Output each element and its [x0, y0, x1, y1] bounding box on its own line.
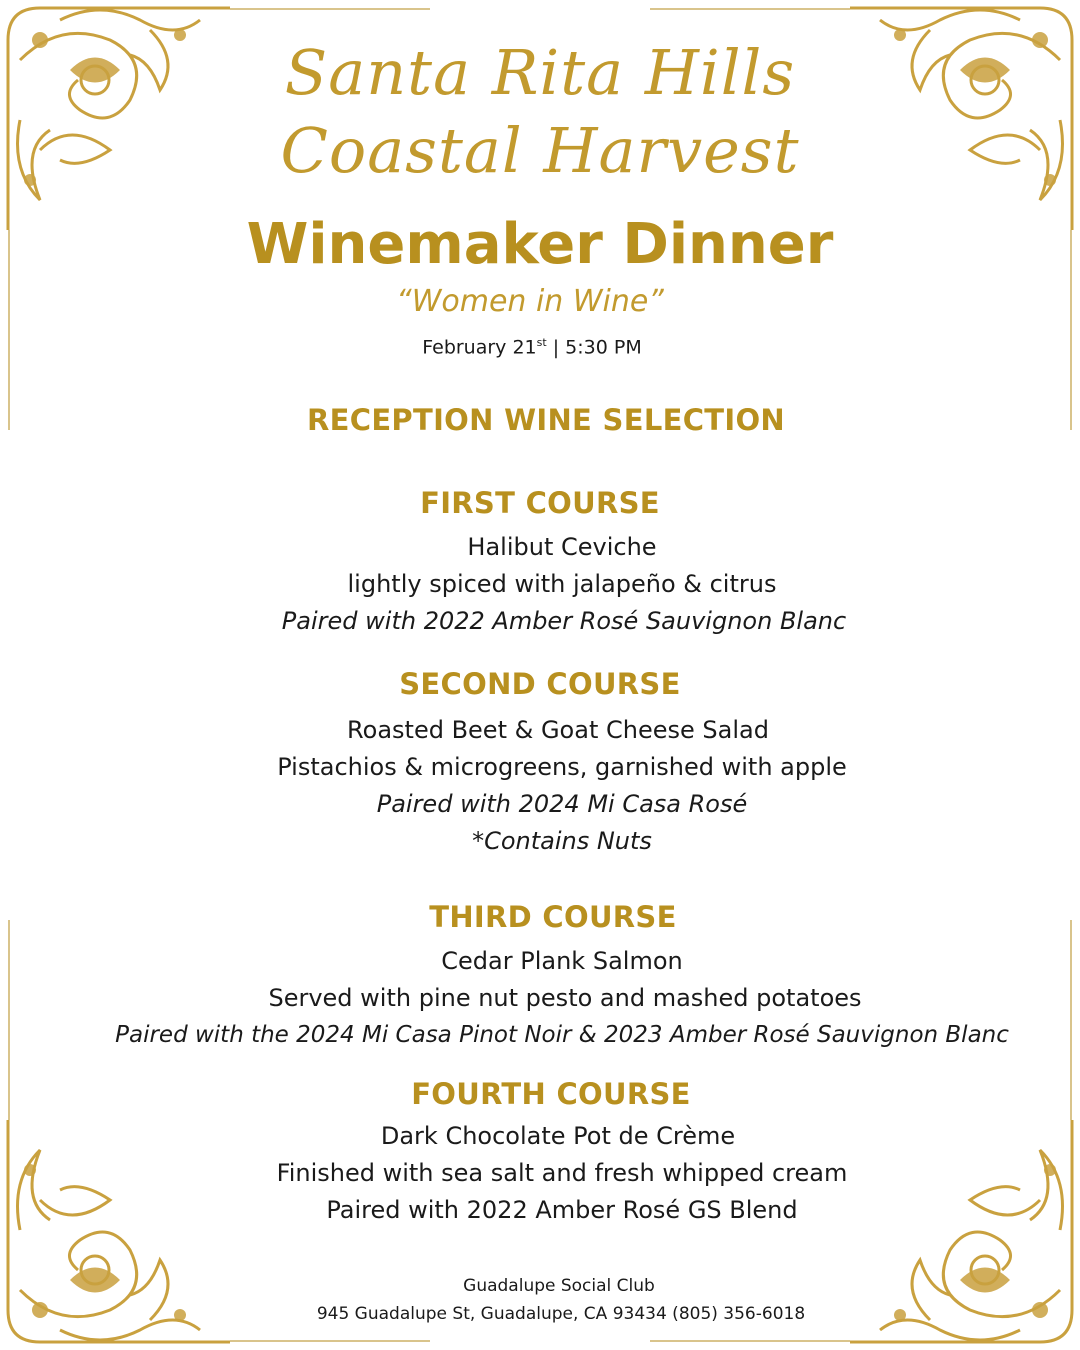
course-3-dish: Cedar Plank Salmon [441, 947, 683, 975]
course-4-dish: Dark Chocolate Pot de Crème [380, 1122, 736, 1150]
course-1-dish: Halibut Ceviche [467, 533, 657, 561]
frame-line-bottom-right [650, 1340, 850, 1342]
event-date [0, 336, 1072, 358]
frame-line-left-bottom [8, 920, 10, 1120]
event-date-time: | 5:30 PM [546, 336, 642, 359]
event-date-day: February 21 [422, 336, 537, 359]
course-1-description: lightly spiced with jalapeño & citrus [347, 570, 777, 598]
course-3-description: Served with pine nut pesto and mashed potatoes [268, 984, 862, 1012]
course-4-pairing: Paired with 2022 Amber Rosé GS Blend [326, 1196, 798, 1224]
course-heading-fourth: FOURTH COURSE [411, 1077, 691, 1111]
course-heading-first: FIRST COURSE [420, 486, 660, 520]
course-2-description: Pistachios & microgreens, garnished with apple [277, 753, 847, 781]
event-date-suffix: st [536, 336, 547, 349]
venue-name: Guadalupe Social Club [463, 1276, 655, 1296]
frame-line-top-right [650, 8, 850, 10]
course-4-description: Finished with sea salt and fresh whipped cream [276, 1159, 848, 1187]
course-3-pairing: Paired with the 2024 Mi Casa Pinot Noir & 2023 Amber Rosé Sauvignon Blanc [115, 1022, 1009, 1048]
frame-line-bottom [230, 1340, 430, 1342]
script-title-line-2: Coastal Harvest [280, 114, 800, 187]
course-2-dish: Roasted Beet & Goat Cheese Salad [347, 716, 769, 744]
venue-address: 945 Guadalupe St, Guadalupe, CA 93434 (805) 356-6018 [316, 1304, 806, 1324]
course-2-pairing: Paired with 2024 Mi Casa Rosé [376, 790, 748, 818]
event-subtitle: “Women in Wine” [396, 284, 664, 319]
course-1-pairing: Paired with 2022 Amber Rosé Sauvignon Blanc [281, 607, 847, 635]
script-title-line-1: Santa Rita Hills [284, 36, 796, 109]
page-title: Winemaker Dinner [246, 212, 834, 277]
ornament-corner-top-left [0, 0, 230, 230]
reception-heading: RECEPTION WINE SELECTION [307, 403, 785, 437]
course-heading-third: THIRD COURSE [429, 900, 677, 934]
course-heading-second: SECOND COURSE [399, 667, 681, 701]
ornament-corner-top-right [850, 0, 1080, 230]
course-2-allergen-note: *Contains Nuts [472, 827, 652, 855]
frame-line-top [230, 8, 430, 10]
